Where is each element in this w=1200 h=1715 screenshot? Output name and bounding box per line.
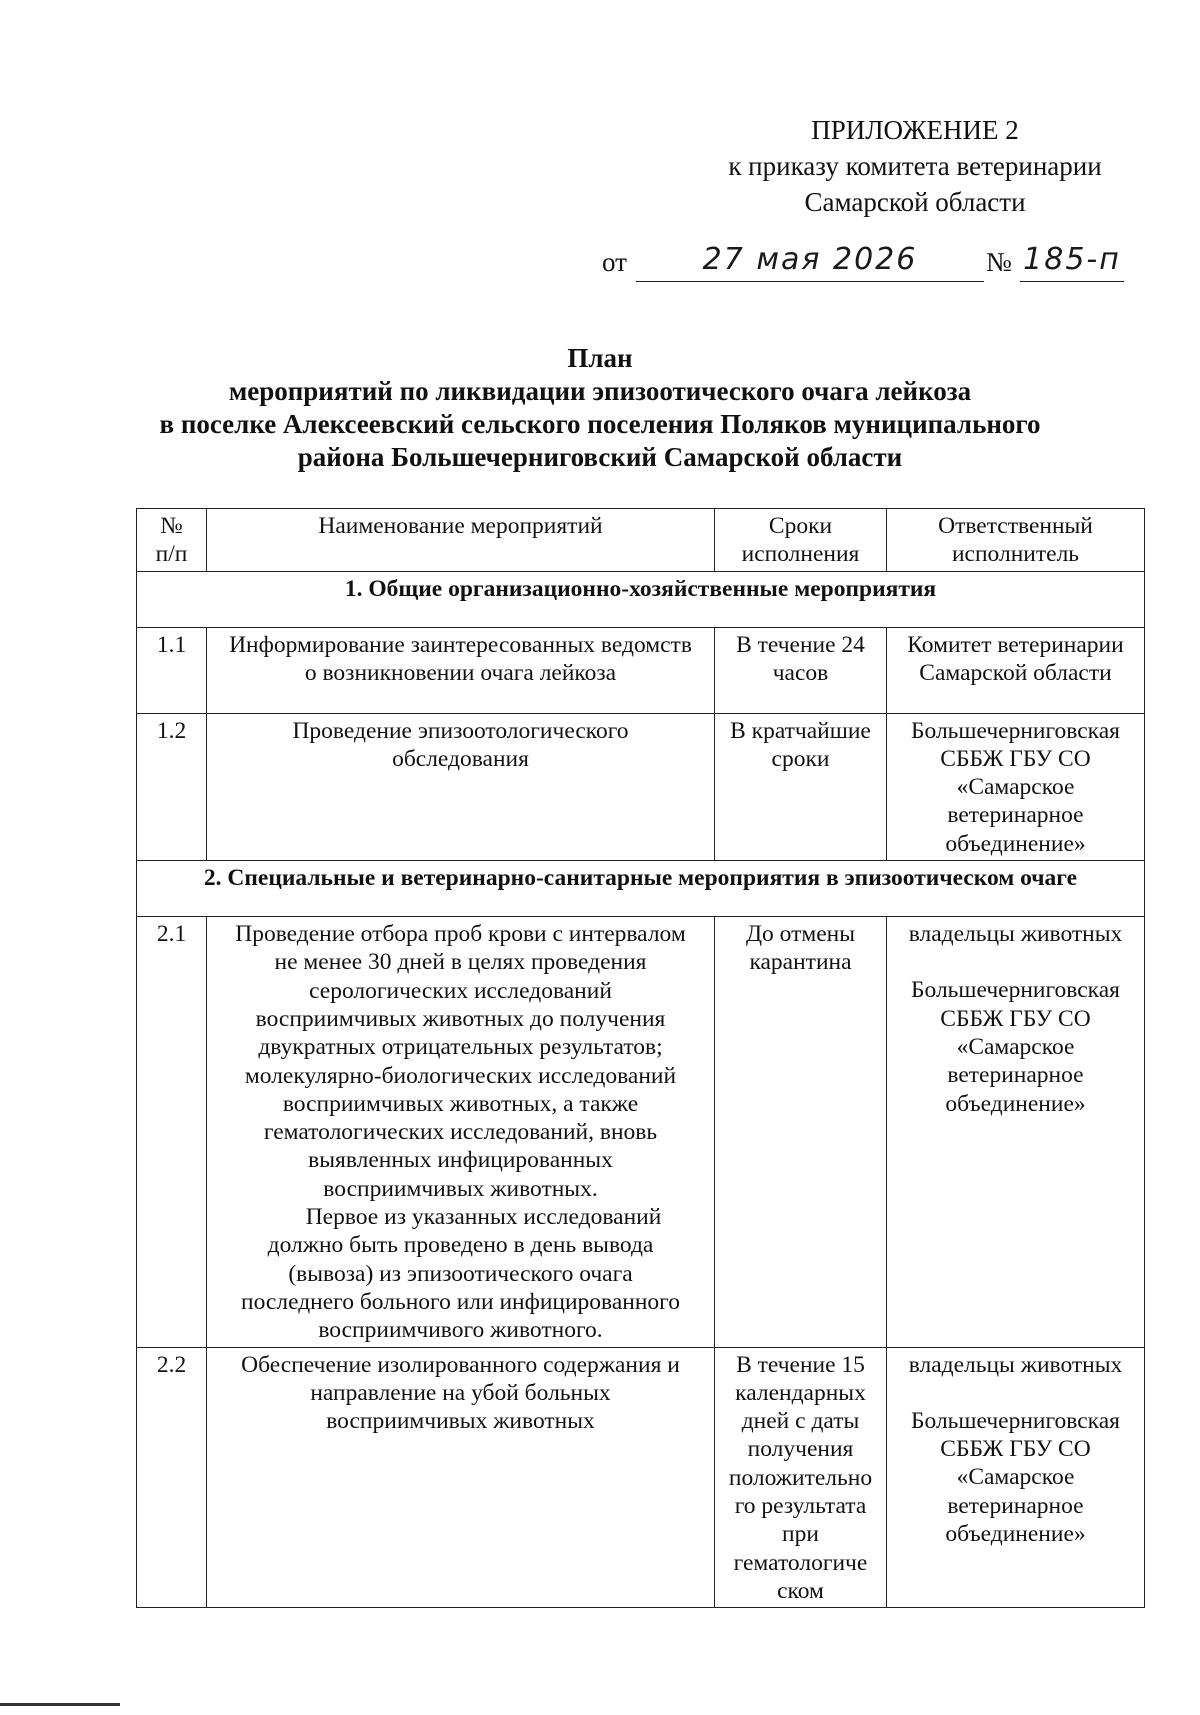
scan-edge-rule: [0, 1703, 120, 1706]
appendix-title: ПРИЛОЖЕНИЕ 2: [811, 115, 1019, 145]
row-number: 1.1: [137, 627, 207, 713]
appendix-order-ref: к приказу комитета ветеринарии: [728, 151, 1102, 181]
table-row: [137, 627, 1145, 713]
row-terms: В течение 24 часов: [715, 627, 887, 713]
section-2-title: 2. Специальные и ветеринарно-санитарные мероприятия в эпизоотическом очаге: [137, 861, 1145, 917]
table-row: [137, 917, 1145, 1347]
table-header-row: [137, 509, 1145, 572]
plan-table: [136, 508, 1145, 1608]
table-row: [137, 1347, 1145, 1608]
table-row: [137, 713, 1145, 860]
row-name: Обеспечение изолированного содержания и направление на убой больных восприимчивых животных: [207, 1347, 715, 1608]
col-header-responsible: Ответственный исполнитель: [887, 509, 1145, 572]
title-line-3: в поселке Алексеевский сельского поселения Поляков муниципального: [159, 409, 1041, 439]
row-number: 2.1: [137, 917, 207, 1347]
date-field: [636, 241, 984, 282]
plan-title: [120, 342, 1080, 474]
from-label: от: [602, 247, 627, 277]
row-responsible: владельцы животных Большечерниговская СББЖ ГБУ СО «Самарское ветеринарное объединение»: [887, 917, 1145, 1347]
appendix-header: [690, 112, 1140, 220]
handwritten-date: 27 мая 2026: [702, 242, 918, 277]
row-responsible: Большечерниговская СББЖ ГБУ СО «Самарское ветеринарное объединение»: [887, 713, 1145, 860]
order-date-number-line: [602, 240, 1132, 284]
appendix-region: Самарской области: [804, 187, 1026, 217]
row-terms: В кратчайшие сроки: [715, 713, 887, 860]
row-name: Проведение отбора проб крови с интервалом не менее 30 дней в целях проведения серологических исследований восприимчивых животных до получения двукратных отрицательных результатов; молекулярно-биологических исследований восприимчивых животных, а также гематологических исследований, вновь выявленных инфицированных восприимчивых животных. Первое из указанных исследований должно быть проведено в день вывода (вывоза) из эпизоотического очага последнего больного или инфицированного восприимчивого животного.: [207, 917, 715, 1347]
col-header-terms: Сроки исполнения: [715, 509, 887, 572]
row-name: Проведение эпизоотологического обследования: [207, 713, 715, 860]
number-field: [1020, 241, 1124, 282]
row-terms: До отмены карантина: [715, 917, 887, 1347]
row-number: 1.2: [137, 713, 207, 860]
section-row: [137, 861, 1145, 917]
title-line-1: План: [567, 343, 633, 373]
row-responsible: владельцы животных Большечерниговская СББЖ ГБУ СО «Самарское ветеринарное объединение»: [887, 1347, 1145, 1608]
section-1-title: 1. Общие организационно-хозяйственные мероприятия: [137, 571, 1145, 627]
row-responsible: Комитет ветеринарии Самарской области: [887, 627, 1145, 713]
title-line-2: мероприятий по ликвидации эпизоотического очага лейкоза: [228, 376, 972, 406]
section-row: [137, 571, 1145, 627]
number-label: №: [986, 247, 1012, 277]
col-header-name: Наименование мероприятий: [207, 509, 715, 572]
row-number: 2.2: [137, 1347, 207, 1608]
col-header-number: № п/п: [137, 509, 207, 572]
handwritten-number: 185-п: [1023, 242, 1121, 277]
row-name: Информирование заинтересованных ведомств о возникновении очага лейкоза: [207, 627, 715, 713]
row-terms: В течение 15 календарных дней с даты получения положительно го результата при гематологиче ском: [715, 1347, 887, 1608]
title-line-4: района Большечерниговский Самарской области: [297, 442, 903, 472]
